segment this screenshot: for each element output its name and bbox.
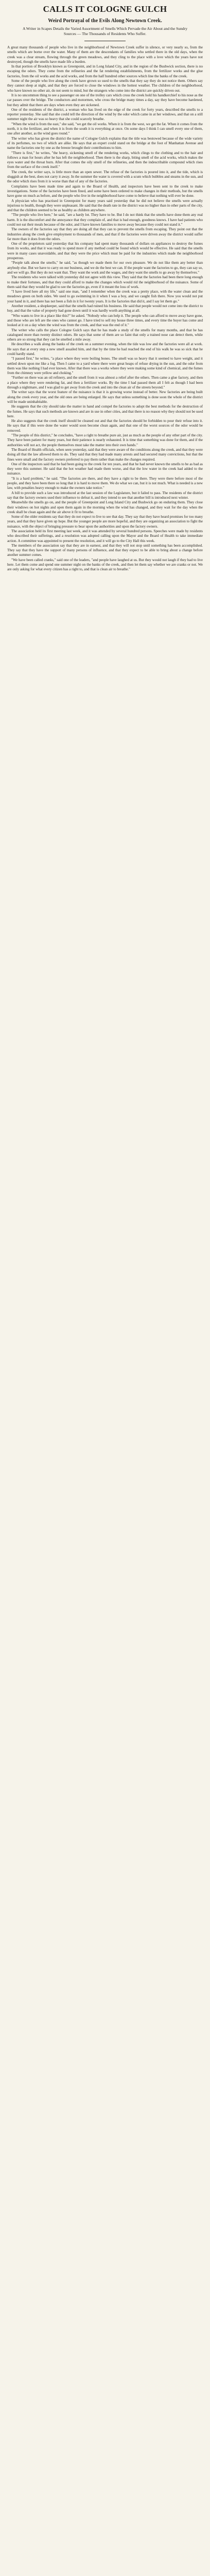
article-body — [7, 45, 203, 572]
article-paragraph: A physician who has practised in Greenpoint for many years said yesterday that he did not believe the smells were actually injurious to health, though they were unpleasant. He said that the death rate in the district was no higher than in other parts of the city, and that the children seemed to be as healthy as children anywhere. — [7, 198, 203, 213]
article-paragraph: "The people of this district," he concludes, "have a right to breathe pure air, just as much as the people of any other part of the city. They have been patient for many years, but their patience is nearly exhausted. It is time that something was done for them, and if the authorities will not act, the people themselves must take the matter into their own hands." — [7, 433, 203, 447]
article-paragraph: Complaints have been made time and again to the Board of Health, and inspectors have been sent to the creek to make investigations. Some of the factories have been fined, and some have been ordered to make changes in their methods, but the smells have gone on much as before, and the people who live in the neighborhood have come to believe that nothing will ever be done. — [7, 184, 203, 198]
article-paragraph: "I have lived here all my life," said one man, "and I remember when the creek was a pretty place, with the water clean and the meadows green on both sides. We used to go swimming in it when I was a boy, and we caught fish there. Now you would not put your hand in it, and there has not been a fish in it for twenty years. It is the factories that did it, and I say let them go." — [7, 290, 203, 303]
article-column — [7, 4, 203, 2576]
article-paragraph: "Who wants to live in a place like this?" he asked. "Nobody who can help it. The people who can afford to move away have gone, and those who are left are the ones who cannot go. I have tried to sell my house three times, and every time the buyer has come and looked at it on a day when the wind was from the creek, and that was the end of it." — [7, 313, 203, 328]
article-paragraph: "People talk about the smells," he said, "as though we made them for our own pleasure. We do not like them any better than anybody else. But we have to carry on our business, and we do the best we can. If the people want the factories to go, they can say so, and we will go. But they do not want that. They want the work and the wages, and they want the smells to go away by themselves." — [7, 261, 203, 275]
article-paragraph: "Further on there was an oil refinery, and the smell from it was almost a relief after the others. Then came a glue factory, and then a place where they were rendering fat, and then a fertilizer works. By the time I had passed them all I felt as though I had been through a nightmare, and I was glad to get away from the creek and into the clean air of the streets beyond." — [7, 376, 203, 390]
article-paragraph: The writer says that the worst feature of the nuisance is that it is growing worse instead of better. New factories are being built along the creek every year, and the old ones are being enlarged. He says that unless something is done soon the whole of the district will be made uninhabitable. — [7, 390, 203, 404]
article-paragraph: The writer who has given the district the name of Cologne Gulch explains that the title was bestowed because of the wide variety of its perfumes, no two of which are alike. He says that an expert could stand on the bridge at the foot of Manhattan Avenue and name the factories one by one as the breeze brought their contributions to him. — [7, 136, 203, 150]
article-paragraph: "The people who live here," he said, "are a hardy lot. They have to be. But I do not think that the smells have done them any real harm. It is the discomfort and the annoyance that they complain of, and that is bad enough, goodness knows. I have had patients who could not eat their meals because of the odor, and I have known families to move away because they could not stand it." — [7, 213, 203, 227]
article-paragraph: He describes a walk along the banks of the creek on a summer evening, when the tide was low and the factories were all at work. He says that at every step a new smell assailed him, and that by the time he had reached the end of his walk he was so sick that he could hardly stand. — [7, 342, 203, 356]
article-paragraph: Some of the older residents say that they do not expect to live to see that day. They say that they have heard promises for too many years, and that they have given up hope. But the younger people are more hopeful, and they are organizing an association to fight the nuisance, with the object of bringing pressure to bear upon the authorities and upon the factory owners. — [7, 515, 203, 529]
article-paragraph: The writer who calls the place Cologne Gulch says that he has made a study of the smells for many months, and that he has catalogued more than twenty distinct odors. He says that some of them are so faint that only a trained nose can detect them, while others are so strong that they can be smelled a mile away. — [7, 328, 203, 342]
subheadline: Weird Portrayal of the Evils Along Newtown Creek. — [48, 18, 162, 24]
article-paragraph: "When the wind is from the east," she said, "we get the oil works. When it is from the west, we get the fat. When it comes from the north, it is the fertilizer, and when it is from the south it is everything at once. On some days I think I can smell every one of them, one after another, as the wind goes round." — [7, 122, 203, 136]
article-paragraph: A great many thousands of people who live in the neighborhood of Newtown Creek suffer in silence, or very nearly so, from the smells which are borne over the water. Many of them are the descendants of families who settled there in the old days, when the creek was a clear stream, flowing through the green meadows, and they cling to the place with a love which the years have not destroyed, though the smells have made life a burden. — [7, 45, 203, 64]
article-paragraph: The association held its first meeting last week, and it was attended by several hundred persons. Speeches were made by residents who described their sufferings, and a resolution was adopted calling upon the Mayor and the Board of Health to take immediate action. A committee was appointed to present the resolution, and it will go to the City Hall this week. — [7, 529, 203, 543]
article-paragraph: "There is first," he writes, "the heavy, sickening smell of the rendering works, which clings to the clothing and to the hair and follows a man for hours after he has left the neighborhood. Then there is the sharp, biting smell of the acid works, which makes the eyes water and the throat burn. After that comes the oily smell of the refineries, and then the indescribable compound which rises from the surface of the creek itself." — [7, 150, 203, 170]
article-paragraph: The residents who were talked with yesterday did not agree with this view. They said that the factories had been there long enough to make their fortunes, and that they could afford to make the changes which would rid the neighborhood of the nuisance. Some of them said that they would be glad to see the factories go, even if it meant the loss of work. — [7, 275, 203, 289]
article-paragraph: "We have been called cranks," said one of the leaders, "and people have laughed at us. But they would not laugh if they had to live here. Let them come and spend one summer night on the banks of the creek, and then let them say whether we are cranks or not. We are only asking for what every citizen has a right to, and that is clean air to breathe." — [7, 557, 203, 572]
article-paragraph: In that portion of Brooklyn known as Greenpoint, and in Long Island City, and in the region of the Bushwick section, there is no escaping the odors. They come from the refineries and the fat rendering establishments, from the fertilizer works and the glue factories, from the oil works and the acid works, and from the half hundred other sources which line the banks of the creek. — [7, 64, 203, 78]
article-paragraph: Some of the people who live along the creek have grown so used to the smells that they say they do not notice them. Others say they cannot sleep at night, and that they are forced to close the windows in the hottest weather. The children of the neighborhood, who have known no other air, do not seem to mind, but the strangers who come into the district are quickly driven out. — [7, 79, 203, 93]
article-paragraph: It is no uncommon thing to see a passenger on one of the trolley cars which cross the creek hold his handkerchief to his nose as the car passes over the bridge. The conductors and motormen, who cross the bridge many times a day, say they have become hardened, but they admit that there are days when even they are sickened. — [7, 93, 203, 107]
article-paragraph: One of the residents of the district, a woman who has lived on the edge of the creek for forty years, described the smells to a reporter yesterday. She said that she could tell the direction of the wind by the odor which came in at her windows, and that on a still summer night the air was so heavy that she could scarcely breathe. — [7, 107, 203, 122]
article-paragraph: One of the proprietors said yesterday that his company had spent many thousands of dollars on appliances to destroy the fumes from its works, and that it was ready to spend more if any method could be found which would be effective. He said that the smells were in many cases unavoidable, and that they were the price which must be paid for the industries which made the neighborhood prosperous. — [7, 242, 203, 261]
article-paragraph: A bill to provide such a law was introduced at the last session of the Legislature, but it failed to pass. The residents of the district say that the factory owners used their influence to defeat it, and they intend to see that another bill is introduced next winter. — [7, 490, 203, 500]
article-paragraph: One of the inspectors said that he had been going to the creek for ten years, and that he had never known the smells to be as bad as they were this summer. He said that the hot weather had made them worse, and that the low water in the creek had added to the nuisance. — [7, 462, 203, 476]
article-paragraph: The Board of Health officials, when seen yesterday, said that they were aware of the conditions along the creek, and that they were doing all that the law allowed them to do. They said that they had made many arrests and had secured many convictions, but that the fines were small and the factory owners preferred to pay them rather than make the changes required. — [7, 447, 203, 462]
deck: A Writer in Scapes Details the Varied Assortment of Smells Which Pervade the Air About and the Sundry Sources — The Thousands of Residents Who Suffer. — [22, 26, 188, 36]
article-paragraph: He also suggests that the creek itself should be cleaned out and that the factories should be forbidden to pour their refuse into it. He says that if this were done the water would soon become clean again, and that one of the worst sources of the odor would be removed. — [7, 419, 203, 433]
headline: CALLS IT COLOGNE GULCH — [43, 4, 167, 14]
article-paragraph: "It is a hard problem," he said. "The factories are there, and they have a right to be there. They were there before most of the people, and they have been there so long that it is hard to move them. We do what we can, but it is not much. What is needed is a new law, with penalties heavy enough to make the owners take notice." — [7, 476, 203, 490]
article-paragraph: The owners of the factories say that they are doing all that they can to prevent the smells from escaping. They point out that the industries along the creek give employment to thousands of men, and that if the factories were driven away the district would suffer far more than it does from the odors. — [7, 227, 203, 241]
article-paragraph: Meanwhile the smells go on, and the people of Greenpoint and Long Island City and Bushwick go on enduring them. They close their windows on hot nights and open them again in the morning when the wind has changed, and they wait for the day when the creek shall be clean again and the air above it fit to breathe. — [7, 500, 203, 514]
article-paragraph: He suggests that the city should take the matter in hand and compel the factories to adopt the best methods for the destruction of the fumes. He says that such methods are known and are in use in other cities, and that there is no reason why they should not be used here. — [7, 404, 203, 418]
article-paragraph: The members of the association say that they are in earnest, and that they will not stop until something has been accomplished. They say that they have the support of many persons of influence, and that they expect to be able to bring about a change before another summer comes. — [7, 543, 203, 557]
article-paragraph: Another resident, a shopkeeper, said that the smells had ruined his business. He said that people would not come into the district to buy, and that the value of property had gone down until it was hardly worth anything at all. — [7, 304, 203, 313]
article-paragraph: The creek, the writer says, is little more than an open sewer. The refuse of the factories is poured into it, and the tide, which is sluggish at the best, does not carry it away. In the summer the water is covered with a scum which bubbles and steams in the sun, and the odor which rises from it is worse than that of any of the factories. — [7, 170, 203, 184]
article-paragraph: "I passed first," he writes, "a place where they were boiling bones. The smell was so heavy that it seemed to have weight, and it settled down upon me like a fog. Then I came to a yard where there were great heaps of refuse drying in the sun, and the odor from them was like nothing I had ever known. After that there was a works where they were making some kind of chemical, and the fumes from the chimney were yellow and choking." — [7, 357, 203, 376]
